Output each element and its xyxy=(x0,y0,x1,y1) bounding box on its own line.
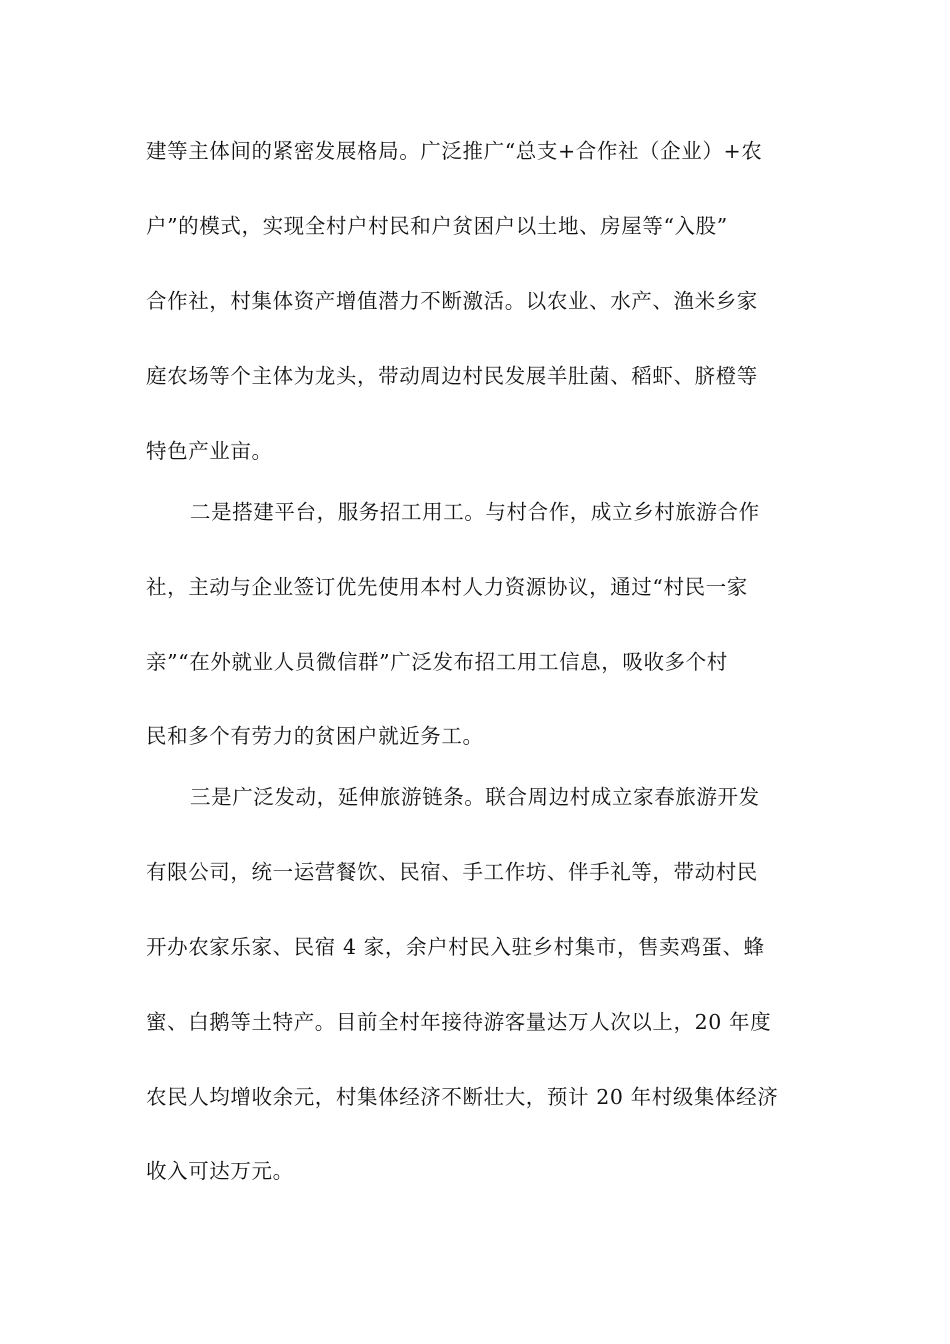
paragraph-line: 民和多个有劳力的贫困户就近务工。 xyxy=(146,724,484,748)
paragraph-line: 亲”“在外就业人员微信群”广泛发布招工用工信息，吸收多个村 xyxy=(146,650,728,674)
paragraph-line: 收入可达万元。 xyxy=(146,1159,294,1183)
paragraph-line: 户”的模式，实现全村户村民和户贫困户以土地、房屋等“入股” xyxy=(146,214,728,238)
paragraph-line: 特色产业亩。 xyxy=(146,439,273,463)
paragraph-line: 蜜、白鹅等土特产。目前全村年接待游客量达万人次以上，20 年度 xyxy=(146,1010,772,1034)
paragraph-line: 农民人均增收余元，村集体经济不断壮大，预计 20 年村级集体经济 xyxy=(146,1085,779,1109)
paragraph-line: 社，主动与企业签订优先使用本村人力资源协议，通过“村民一家 xyxy=(146,575,748,599)
paragraph-heading-line: 二是搭建平台，服务招工用工。与村合作，成立乡村旅游合作 xyxy=(190,500,760,524)
paragraph-line: 庭农场等个主体为龙头，带动周边村民发展羊肚菌、稻虾、脐橙等 xyxy=(146,364,758,388)
paragraph-heading-line: 三是广泛发动，延伸旅游链条。联合周边村成立家春旅游开发 xyxy=(190,785,760,809)
paragraph-line: 合作社，村集体资产增值潜力不断激活。以农业、水产、渔米乡家 xyxy=(146,289,758,313)
paragraph-line: 开办农家乐家、民宿 4 家，余户村民入驻乡村集市，售卖鸡蛋、蜂 xyxy=(146,935,765,959)
paragraph-line: 有限公司，统一运营餐饮、民宿、手工作坊、伴手礼等，带动村民 xyxy=(146,860,758,884)
paragraph-line: 建等主体间的紧密发展格局。广泛推广“总支+合作社（企业）+农 xyxy=(146,139,763,163)
